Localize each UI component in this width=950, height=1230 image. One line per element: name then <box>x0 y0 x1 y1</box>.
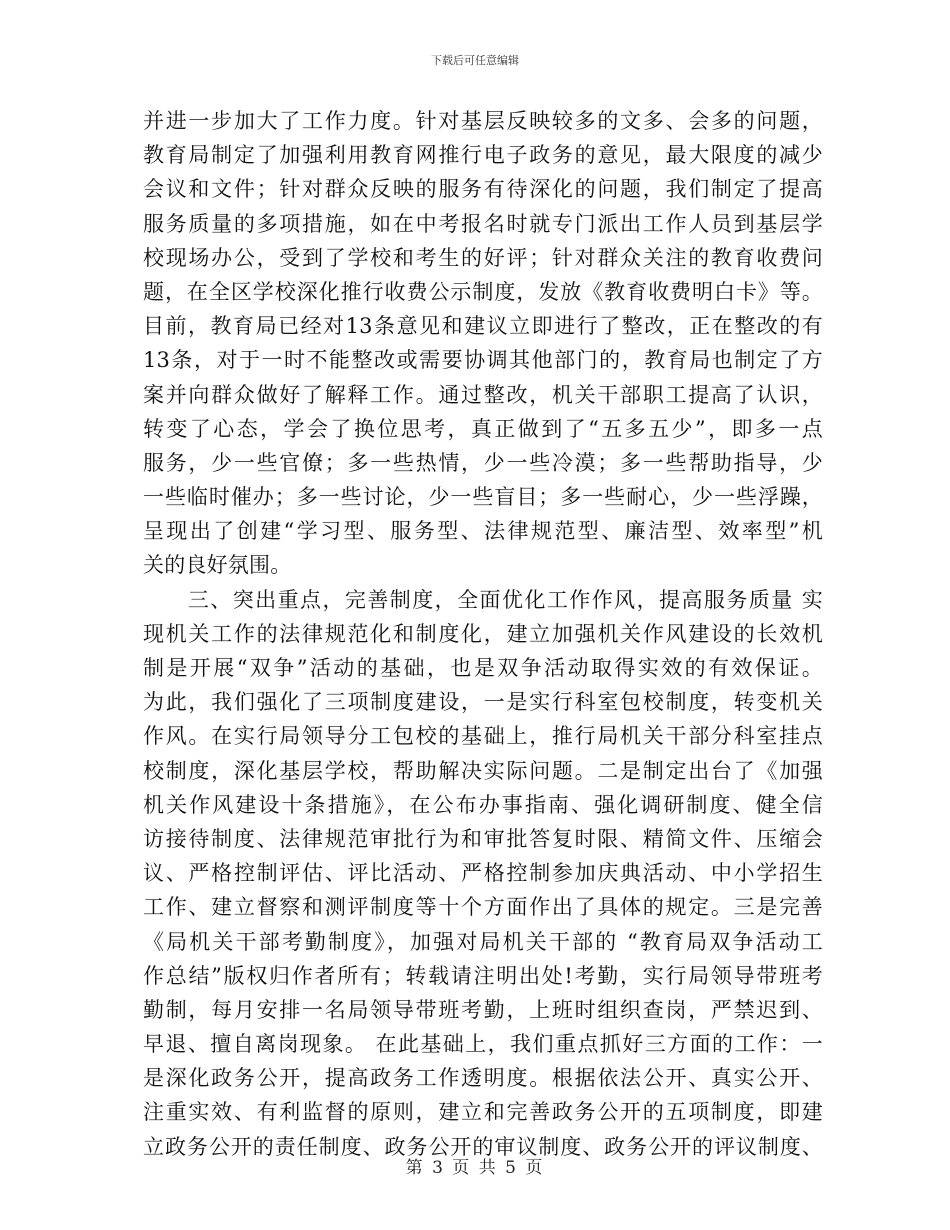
text-line: 机关作风建设十条措施》，在公布办事指南、强化调研制度、健全信 <box>143 792 823 817</box>
text-line: 校制度，深化基层学校，帮助解决实际问题。二是制定出台了《加强 <box>143 758 823 783</box>
page-header: 下载后可任意编辑 <box>431 54 519 67</box>
text-line: 工作、建立督察和测评制度等十个方面作出了具体的规定。三是完善 <box>143 895 823 920</box>
body-text <box>143 104 823 1164</box>
page-footer: 第 3 页 共 5 页 <box>405 1158 545 1178</box>
text-line: 呈现出了创建“学习型、服务型、法律规范型、廉洁型、效率型”机 <box>143 519 823 544</box>
text-line: 议、严格控制评估、评比活动、严格控制参加庆典活动、中小学招生 <box>143 861 823 886</box>
text-line: 案并向群众做好了解释工作。通过整改，机关干部职工提高了认识， <box>143 382 823 407</box>
text-line: 现机关工作的法律规范化和制度化，建立加强机关作风建设的长效机 <box>143 621 823 646</box>
text-line: 作风。在实行局领导分工包校的基础上，推行局机关干部分科室挂点 <box>143 724 823 749</box>
text-line: 注重实效、有利监督的原则，建立和完善政务公开的五项制度，即建 <box>143 1100 823 1125</box>
text-line: 立政务公开的责任制度、政务公开的审议制度、政务公开的评议制度、 <box>143 1134 823 1159</box>
text-line: 服务，少一些官僚；多一些热情，少一些冷漠；多一些帮助指导，少 <box>143 450 823 475</box>
text-line: 早退、擅自离岗现象。 在此基础上，我们重点抓好三方面的工作：一 <box>143 1032 823 1057</box>
text-line: 制是开展“双争”活动的基础，也是双争活动取得实效的有效保证。 <box>143 656 823 680</box>
text-line: 勤制，每月安排一名局领导带班考勤，上班时组织查岗，严禁迟到、 <box>143 997 823 1022</box>
text-line: 服务质量的多项措施，如在中考报名时就专门派出工作人员到基层学 <box>143 211 823 236</box>
text-line: 题，在全区学校深化推行收费公示制度，发放《教育收费明白卡》等。 <box>143 279 823 304</box>
text-line: 一些临时催办；多一些讨论，少一些盲目；多一些耐心，少一些浮躁， <box>143 485 823 510</box>
text-line: 教育局制定了加强利用教育网推行电子政务的意见，最大限度的减少 <box>143 143 823 168</box>
text-line: 《局机关干部考勤制度》，加强对局机关干部的 “教育局双争活动工 <box>143 929 823 954</box>
text-line: 会议和文件；针对群众反映的服务有待深化的问题，我们制定了提高 <box>143 177 823 202</box>
text-line: 目前，教育局已经对13条意见和建议立即进行了整改，正在整改的有 <box>143 314 823 339</box>
text-line: 访接待制度、法律规范审批行为和审批答复时限、精简文件、压缩会 <box>143 826 823 851</box>
text-line: 作总结”版权归作者所有；转载请注明出处!考勤，实行局领导带班考 <box>143 963 823 988</box>
text-line: 转变了心态，学会了换位思考，真正做到了“五多五少”，即多一点 <box>143 416 823 441</box>
text-line: 关的良好氛围。 <box>143 553 292 578</box>
text-line: 校现场办公，受到了学校和考生的好评；针对群众关注的教育收费问 <box>143 245 823 270</box>
text-line: 13条，对于一时不能整改或需要协调其他部门的，教育局也制定了方 <box>143 348 823 373</box>
text-line: 为此，我们强化了三项制度建设，一是实行科室包校制度，转变机关 <box>143 690 823 715</box>
text-line: 并进一步加大了工作力度。针对基层反映较多的文多、会多的问题， <box>143 109 823 133</box>
text-line: 是深化政务公开，提高政务工作透明度。根据依法公开、真实公开、 <box>143 1066 823 1091</box>
text-line: 三、突出重点，完善制度，全面优化工作作风，提高服务质量 实 <box>143 587 823 612</box>
